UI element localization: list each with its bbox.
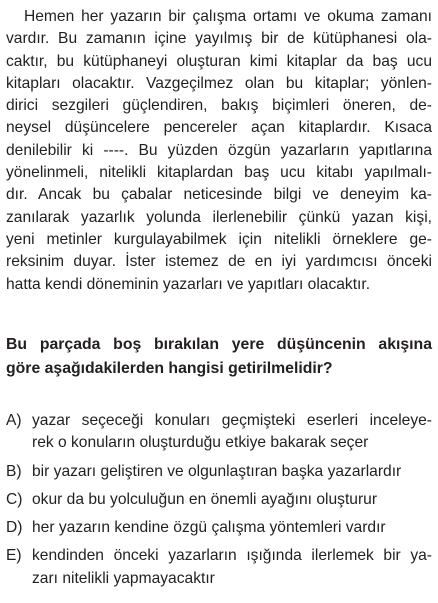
question-stem xyxy=(6,333,432,381)
option-letter: E) xyxy=(6,547,22,565)
option-e[interactable] xyxy=(6,545,432,590)
option-text-line: bir yazarı geliştiren ve olgunlaştıran başka yazarlardır xyxy=(32,462,402,480)
option-letter: C) xyxy=(6,490,23,508)
passage-line: dır. Ancak bu çabalar neticesinde bilgi ve deneyim ka- xyxy=(6,186,432,204)
option-d[interactable] xyxy=(6,517,432,539)
passage-line: yönelinmeli, nitelikli kitaplardan baş ucu kitabı yapılmalı- xyxy=(6,164,432,182)
passage-line: hatta kendi döneminin yazarları ve yapıtları olacaktır. xyxy=(6,275,371,293)
option-c[interactable] xyxy=(6,489,432,511)
option-text-line: zarı nitelikli yapmayacaktır xyxy=(32,569,215,587)
option-b[interactable] xyxy=(6,461,432,483)
passage-line: reksinim duyar. İster istemez de en iyi yardımcısı önceki xyxy=(6,253,432,271)
passage-line: neysel düşüncelere pencereler açan kitaplardır. Kısaca xyxy=(6,119,432,137)
option-letter: B) xyxy=(6,462,22,480)
answer-options xyxy=(6,410,432,590)
passage-line: caktır, bu kütüphaneyi oluşturan kimi kitaplar da baş ucu xyxy=(6,52,432,70)
option-letter: D) xyxy=(6,519,23,537)
passage-line: kitapları olacaktır. Vazgeçilmez olan bu kitaplar; yönlen- xyxy=(6,74,432,92)
passage-line: vardır. Bu zamanın içine yayılmış bir de kütüphanesi ola- xyxy=(6,30,432,48)
passage-line: dirici sezgileri güçlendiren, bakış biçimleri öneren, de- xyxy=(6,97,432,115)
passage-line: zanılarak yazarlık yolunda ilerlenebilir çünkü yazan kişi, xyxy=(6,208,432,226)
option-a[interactable] xyxy=(6,410,432,455)
option-text-line: kendinden önceki yazarların ışığında ilerlemek bir ya- xyxy=(32,547,432,565)
option-text-line: her yazarın kendine özgü çalışma yöntemleri vardır xyxy=(32,519,386,537)
passage-line: yeni metinler kurgulayabilmek için nitelikli örneklere ge- xyxy=(6,230,432,248)
option-letter: A) xyxy=(6,412,22,429)
question-line: Bu parçada boş bırakılan yere düşüncenin akışına xyxy=(6,336,432,353)
reading-passage xyxy=(6,6,432,296)
question-line: göre aşağıdakilerden hangisi getirilmelidir? xyxy=(6,360,333,377)
option-text-line: okur da bu yolculuğun en önemli ayağını oluşturur xyxy=(32,490,378,508)
passage-line: Hemen her yazarın bir çalışma ortamı ve okuma zamanı xyxy=(24,8,432,25)
option-text-line: yazar seçeceği konuları geçmişteki eserleri inceleye- xyxy=(32,412,432,429)
passage-line: denilebilir ki ----. Bu yüzden özgün yazarların yapıtlarına xyxy=(6,141,432,159)
option-text-line: rek o konuların oluşturduğu etkiye bakarak seçer xyxy=(32,434,369,452)
